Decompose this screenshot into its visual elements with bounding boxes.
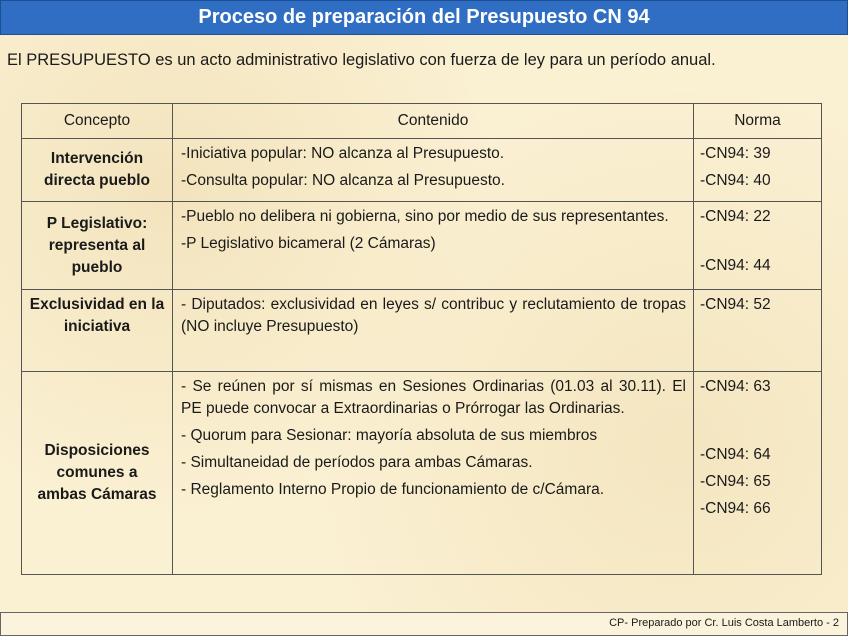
footer-credit: CP- Preparado por Cr. Luis Costa Lamberto - 2 (609, 617, 839, 629)
norma-ref: -CN94: 65 (700, 473, 771, 490)
norma-ref: -CN94: 52 (700, 296, 771, 313)
header-concepto: Concepto (22, 104, 173, 139)
content-line: -P Legislativo bicameral (2 Cámaras) (181, 235, 436, 252)
slide-title: Proceso de preparación del Presupuesto CN 94 (0, 0, 848, 35)
norma-cell (694, 202, 822, 290)
norma-ref: -CN94: 22 (700, 208, 771, 225)
table-header-row (22, 104, 822, 139)
content-line: -Consulta popular: NO alcanza al Presupuesto. (181, 172, 505, 189)
intro-text: El PRESUPUESTO es un acto administrativo legislativo con fuerza de ley para un período anual. (7, 51, 716, 69)
norma-cell (694, 139, 822, 202)
content-line: -Pueblo no delibera ni gobierna, sino por medio de sus representantes. (181, 208, 669, 225)
content-line: - Diputados: exclusividad en leyes s/ contribuc y reclutamiento de tropas (NO incluye Presupuesto) (181, 296, 686, 335)
concept-cell: P Legislativo: representa al pueblo (22, 202, 173, 290)
content-line: - Reglamento Interno Propio de funcionamiento de c/Cámara. (181, 481, 605, 498)
header-contenido: Contenido (173, 104, 694, 139)
content-line: - Simultaneidad de períodos para ambas Cámaras. (181, 454, 533, 471)
norma-ref: -CN94: 40 (700, 172, 771, 189)
budget-table (21, 103, 822, 575)
norma-cell (694, 290, 822, 372)
footer-bar (0, 612, 848, 636)
content-cell (173, 372, 694, 575)
norma-ref: -CN94: 64 (700, 446, 771, 463)
table-row (22, 372, 822, 575)
norma-ref: -CN94: 66 (700, 500, 771, 517)
table-row (22, 139, 822, 202)
content-cell (173, 139, 694, 202)
content-line: - Quorum para Sesionar: mayoría absoluta de sus miembros (181, 427, 598, 444)
norma-cell (694, 372, 822, 575)
concept-cell: Exclusividad en la iniciativa (22, 290, 173, 372)
norma-ref: -CN94: 44 (700, 257, 771, 274)
header-norma: Norma (694, 104, 822, 139)
content-cell (173, 290, 694, 372)
norma-ref: -CN94: 63 (700, 378, 771, 395)
concept-cell: Disposiciones comunes a ambas Cámaras (22, 372, 173, 575)
norma-ref: -CN94: 39 (700, 145, 771, 162)
concept-cell: Intervención directa pueblo (22, 139, 173, 202)
table-row (22, 290, 822, 372)
content-line: -Iniciativa popular: NO alcanza al Presupuesto. (181, 145, 505, 162)
content-cell (173, 202, 694, 290)
table-row (22, 202, 822, 290)
content-line: - Se reúnen por sí mismas en Sesiones Ordinarias (01.03 al 30.11). El PE puede convocar a Extraordinarias o Prórrogar las Ordinarias. (181, 378, 686, 417)
